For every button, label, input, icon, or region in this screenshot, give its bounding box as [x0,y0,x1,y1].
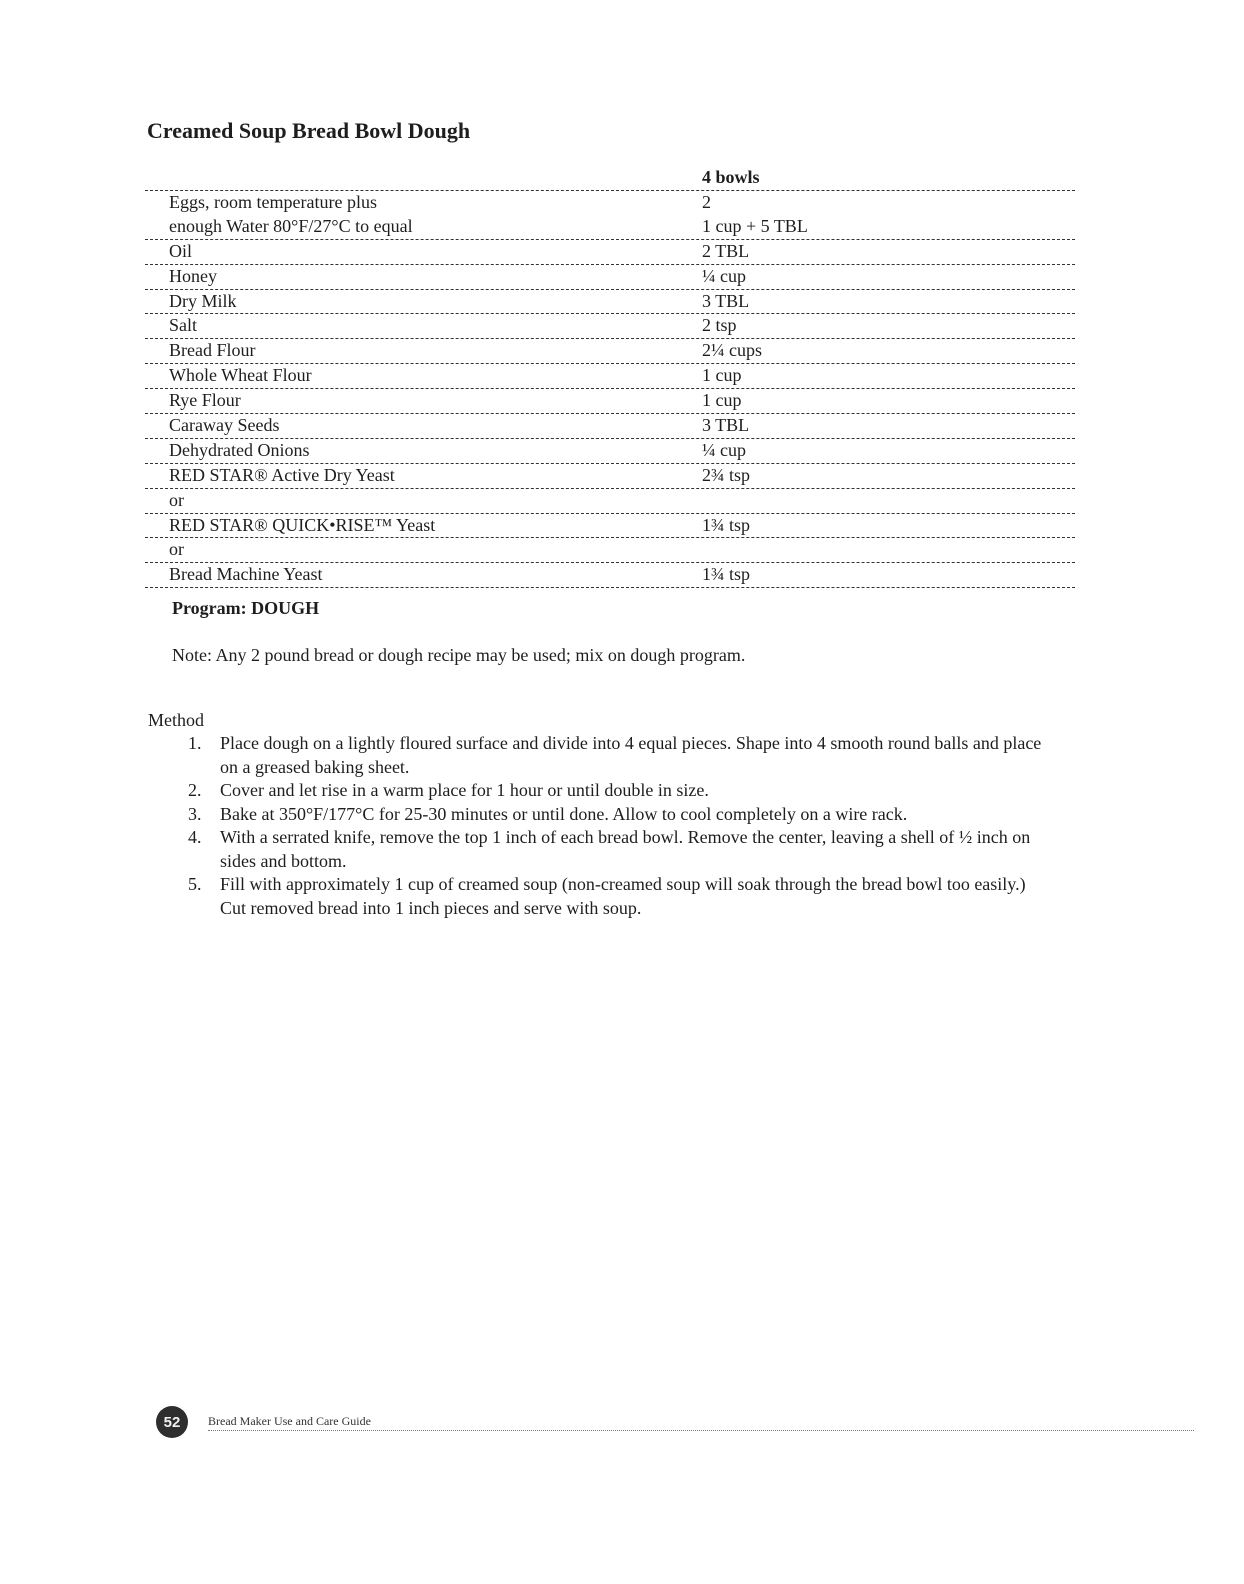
ingredient-row [145,364,1075,389]
page-footer [156,1406,1196,1446]
ingredient-row [145,314,1075,339]
ingredient-amount: ¼ cup [702,265,746,286]
step-number: 4. [188,827,202,847]
ingredient-row [145,563,1075,588]
ingredient-name: Whole Wheat Flour [169,365,312,386]
ingredient-name: Dehydrated Onions [169,439,310,460]
ingredient-amount: 3 TBL [702,415,750,436]
ingredient-row [145,464,1075,489]
ingredient-name: Bread Flour [169,340,256,361]
ingredient-name: Eggs, room temperature plus [169,192,377,212]
step-number: 2. [188,780,202,800]
ingredient-amount: 2 TBL [702,240,750,261]
ingredient-table [145,168,1075,588]
ingredient-amount: 2 [702,192,711,212]
ingredient-row [145,389,1075,414]
ingredient-row [145,240,1075,265]
ingredient-amount: 2¼ cups [702,340,762,361]
method-step [172,826,1052,873]
step-number: 3. [188,803,202,824]
ingredient-row [145,290,1075,315]
ingredient-amount: 3 TBL [702,290,750,311]
method-step [172,873,1052,920]
step-text: Cover and let rise in a warm place for 1 hour or until double in size. [220,780,709,800]
ingredient-name: Caraway Seeds [169,415,280,436]
ingredient-name: or [169,489,184,510]
ingredient-row [145,265,1075,290]
footer-guide-title: Bread Maker Use and Care Guide [208,1414,371,1428]
ingredient-name: Rye Flour [169,390,241,411]
ingredient-amount: ¼ cup [702,439,746,460]
ingredient-amount: 1 cup + 5 TBL [702,215,808,236]
step-text: Place dough on a lightly floured surface and divide into 4 equal pieces. Shape into 4 smooth round balls and place on a greased baking sheet. [220,733,1042,777]
ingredient-row [145,191,1075,215]
step-text: With a serrated knife, remove the top 1 inch of each bread bowl. Remove the center, leaving a shell of ½ inch on sides and bottom. [220,827,1031,871]
ingredient-row [145,514,1075,539]
method-heading: Method [148,710,204,730]
step-number: 5. [188,874,202,894]
method-steps [172,732,1052,920]
ingredient-name: Salt [169,315,198,336]
step-text: Bake at 350°F/177°C for 25-30 minutes or until done. Allow to cool completely on a wire rack. [220,803,908,824]
ingredient-amount: 1 cup [702,365,742,386]
ingredient-name: Bread Machine Yeast [169,564,323,585]
ingredient-row [145,538,1075,563]
step-number: 1. [188,733,202,753]
ingredient-amount: 1 cup [702,390,742,411]
method-step [172,732,1052,779]
ingredient-name: enough Water 80°F/27°C to equal [169,215,413,236]
ingredient-amount: 1¾ tsp [702,514,751,535]
ingredient-amount: 2¾ tsp [702,464,751,485]
program-label: Program: DOUGH [172,598,320,618]
method-step [172,779,1052,803]
ingredient-row [145,439,1075,464]
recipe-note: Note: Any 2 pound bread or dough recipe may be used; mix on dough program. [172,645,746,665]
ingredient-name: RED STAR® QUICK•RISE™ Yeast [169,514,436,535]
ingredient-name: Dry Milk [169,290,237,311]
ingredient-name: RED STAR® Active Dry Yeast [169,464,395,485]
ingredient-name: or [169,539,184,560]
ingredient-table-header [145,168,1075,191]
ingredient-row [145,215,1075,240]
ingredient-row [145,414,1075,439]
yield-header: 4 bowls [702,167,760,187]
method-step [172,803,1052,827]
step-text: Fill with approximately 1 cup of creamed soup (non-creamed soup will soak through the bread bowl too easily.) Cut removed bread into 1 inch pieces and serve with soup. [220,874,1026,918]
ingredient-amount: 1¾ tsp [702,564,751,585]
footer-rule [208,1430,1194,1431]
ingredient-name: Honey [169,265,217,286]
ingredient-row [145,339,1075,364]
ingredient-row [145,489,1075,514]
ingredient-name: Oil [169,240,193,261]
ingredient-amount: 2 tsp [702,315,737,336]
page-number-badge: 52 [156,1406,188,1438]
recipe-title: Creamed Soup Bread Bowl Dough [147,118,471,143]
